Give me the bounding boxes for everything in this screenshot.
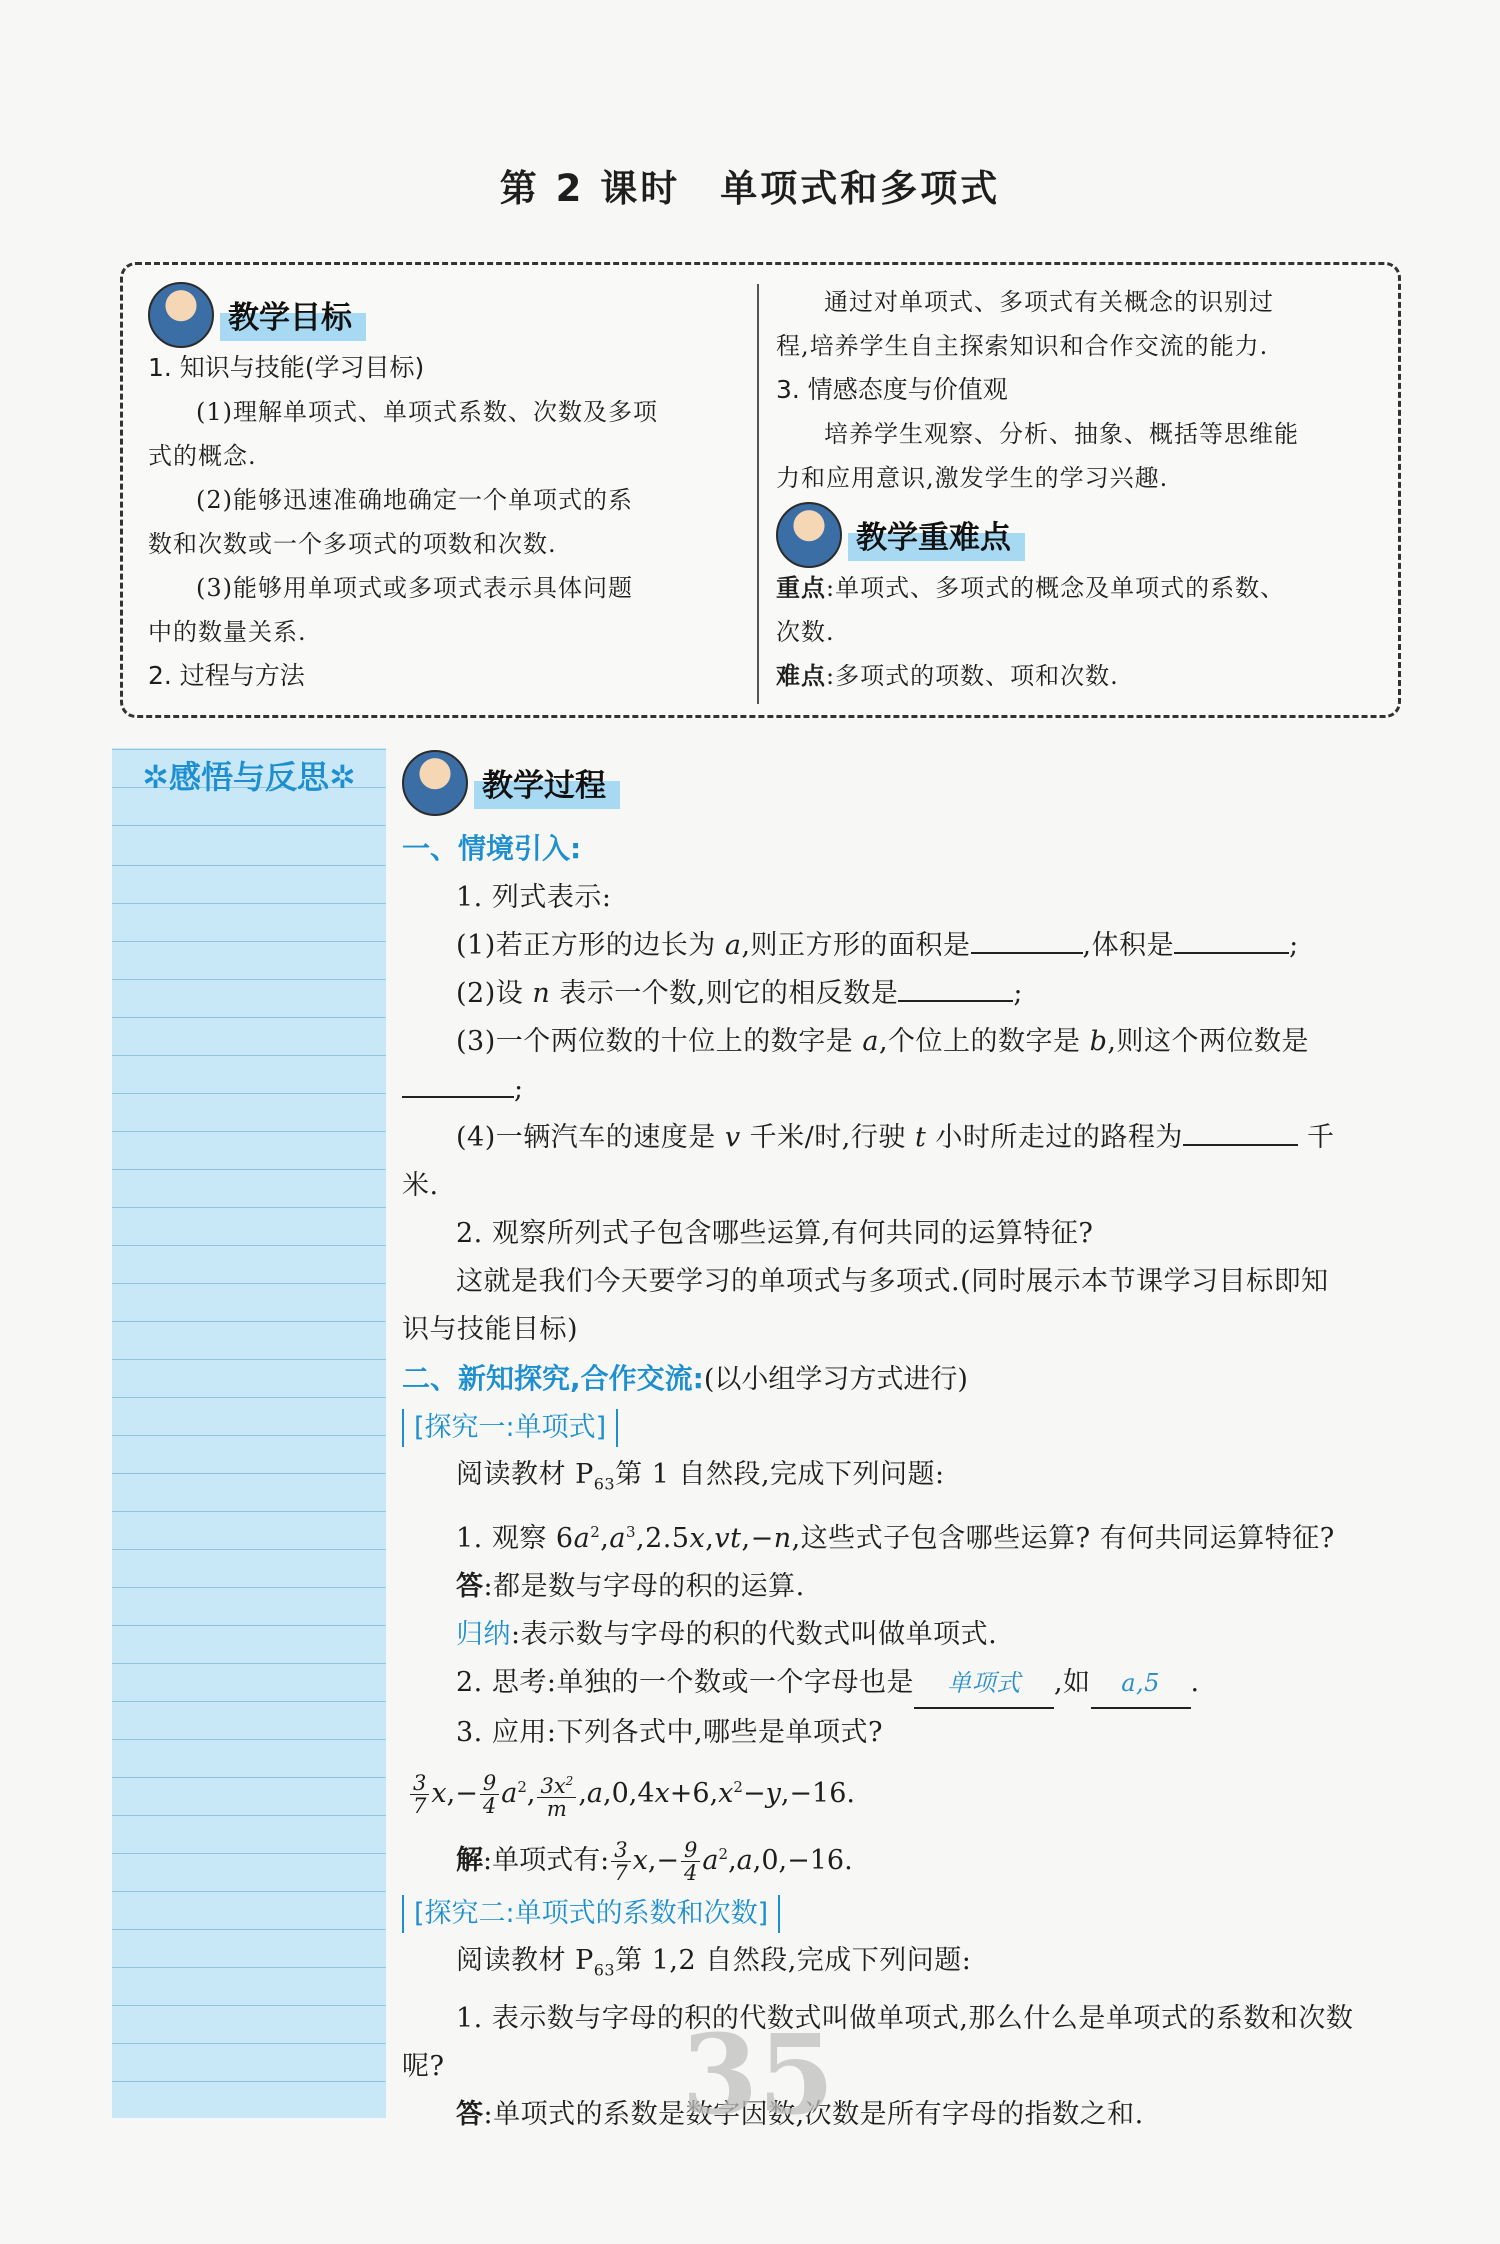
objective-line: (1)理解单项式、单项式系数、次数及多项 — [196, 398, 658, 426]
difficulty-line: 难点:多项式的项数、项和次数. — [776, 662, 1119, 690]
section-heading: 二、新知探究,合作交流:(以小组学习方式进行) — [402, 1362, 968, 1395]
solution-line: 解:单项式有: $\frac{3}{7}$ x,− $\frac{9}{4}$ $a^2,a,0,-16$. — [456, 1838, 853, 1886]
question-line: 2. 思考:单独的一个数或一个字母也是 单项式 ,如 a,5 . — [402, 1659, 1414, 1709]
text-line: 这就是我们今天要学习的单项式与多项式.(同时展示本节课学习目标即知 — [456, 1266, 1329, 1297]
explore-heading: [探究一:单项式] — [402, 1409, 618, 1447]
thinking-boy-icon — [776, 502, 842, 568]
objective-line: 中的数量关系. — [148, 618, 307, 646]
answer-blank[interactable] — [971, 928, 1083, 954]
objectives-badge-label: 教学目标 — [220, 290, 366, 341]
page-number: 35 — [681, 2010, 835, 2139]
explore-heading: [探究二:单项式的系数和次数] — [402, 1895, 780, 1933]
key-points-badge-label: 教学重难点 — [848, 510, 1025, 561]
answer-line: 答:单项式的系数是数字因数,次数是所有字母的指数之和. — [456, 2098, 1144, 2130]
answer-blank[interactable] — [898, 976, 1013, 1002]
reading-boy-icon — [148, 282, 214, 348]
question-line: 2. 观察所列式子包含哪些运算,有何共同的运算特征? — [456, 1218, 1094, 1249]
question-line: 米. — [402, 1170, 439, 1201]
answer-line: 答:都是数与字母的积的运算. — [456, 1571, 805, 1603]
objectives-right-column — [776, 280, 1376, 698]
question-line: 呢? — [402, 2050, 445, 2082]
question-line: 1. 观察 $6a^2,a^3,2.5x,vt,-n$,这些式子包含哪些运算? 有何共同运算特征? — [456, 1523, 1335, 1555]
process-badge — [402, 752, 1414, 814]
answer-blank[interactable] — [402, 1072, 514, 1098]
question-line: (2)设 n 表示一个数,则它的相反数是 ; — [456, 978, 1023, 1009]
question-line: 3. 应用:下列各式中,哪些是单项式? — [456, 1717, 883, 1749]
text-line: 识与技能目标) — [402, 1314, 579, 1345]
expression-list: $\frac{3}{7}$ x,− $\frac{9}{4}$ $a^2$, $\frac{3x^2}{m}$ $,a,0,4x+6,x^2-y,-16$. — [402, 1757, 1414, 1824]
objectives-badge — [148, 284, 738, 346]
objective-line: 数和次数或一个多项式的项数和次数. — [148, 530, 557, 558]
objective-line: (2)能够迅速准确地确定一个单项式的系 — [196, 486, 633, 514]
lesson-title: 第 2 课时 单项式和多项式 — [499, 167, 1001, 210]
objective-line: 通过对单项式、多项式有关概念的识别过 — [824, 288, 1274, 316]
key-point-line: 次数. — [776, 618, 835, 646]
question-line: ; — [402, 1066, 1414, 1114]
answer-blank[interactable] — [1174, 928, 1289, 954]
question-line: (1)若正方形的边长为 a,则正方形的面积是 ,体积是 ; — [456, 930, 1299, 961]
objective-line: 力和应用意识,激发学生的学习兴趣. — [776, 464, 1169, 492]
key-point-line: 重点:单项式、多项式的概念及单项式的系数、 — [776, 574, 1286, 602]
filled-answer[interactable]: a,5 — [1091, 1659, 1191, 1709]
objective-line: 1. 知识与技能(学习目标) — [148, 353, 425, 382]
text-line: 阅读教材 $P_{63}$第 1 自然段,完成下列问题: — [456, 1459, 945, 1494]
reflection-sidebar-title: ✲感悟与反思✲ — [142, 758, 356, 796]
section-heading: 一、情境引入: — [402, 832, 582, 865]
objective-line: 3. 情感态度与价值观 — [776, 375, 1008, 404]
question-line: (4)一辆汽车的速度是 v 千米/时,行驶 t 小时所走过的路程为 千 — [456, 1122, 1335, 1153]
reflection-sidebar — [112, 748, 386, 2118]
question-line: 1. 表示数与字母的积的代数式叫做单项式,那么什么是单项式的系数和次数 — [456, 2002, 1354, 2034]
question-line: (3)一个两位数的十位上的数字是 a,个位上的数字是 b,则这个两位数是 — [456, 1026, 1309, 1057]
objective-line: (3)能够用单项式或多项式表示具体问题 — [196, 574, 633, 602]
key-points-badge — [776, 504, 1376, 566]
teaching-process — [402, 752, 1414, 2139]
question-line: 1. 列式表示: — [456, 882, 612, 913]
objective-line: 培养学生观察、分析、抽象、概括等思维能 — [824, 420, 1299, 448]
text-line: 阅读教材 $P_{63}$第 1,2 自然段,完成下列问题: — [456, 1945, 972, 1980]
filled-answer[interactable]: 单项式 — [914, 1659, 1054, 1709]
process-badge-label: 教学过程 — [474, 758, 620, 809]
objective-line: 2. 过程与方法 — [148, 661, 305, 690]
objectives-left-column — [148, 284, 738, 698]
objective-line: 式的概念. — [148, 442, 257, 470]
summary-line: 归纳:表示数与字母的积的代数式叫做单项式. — [456, 1619, 998, 1651]
objective-line: 程,培养学生自主探索知识和合作交流的能力. — [776, 332, 1269, 360]
answer-blank[interactable] — [1183, 1120, 1298, 1146]
objectives-divider — [757, 284, 759, 704]
running-boy-icon — [402, 750, 468, 816]
